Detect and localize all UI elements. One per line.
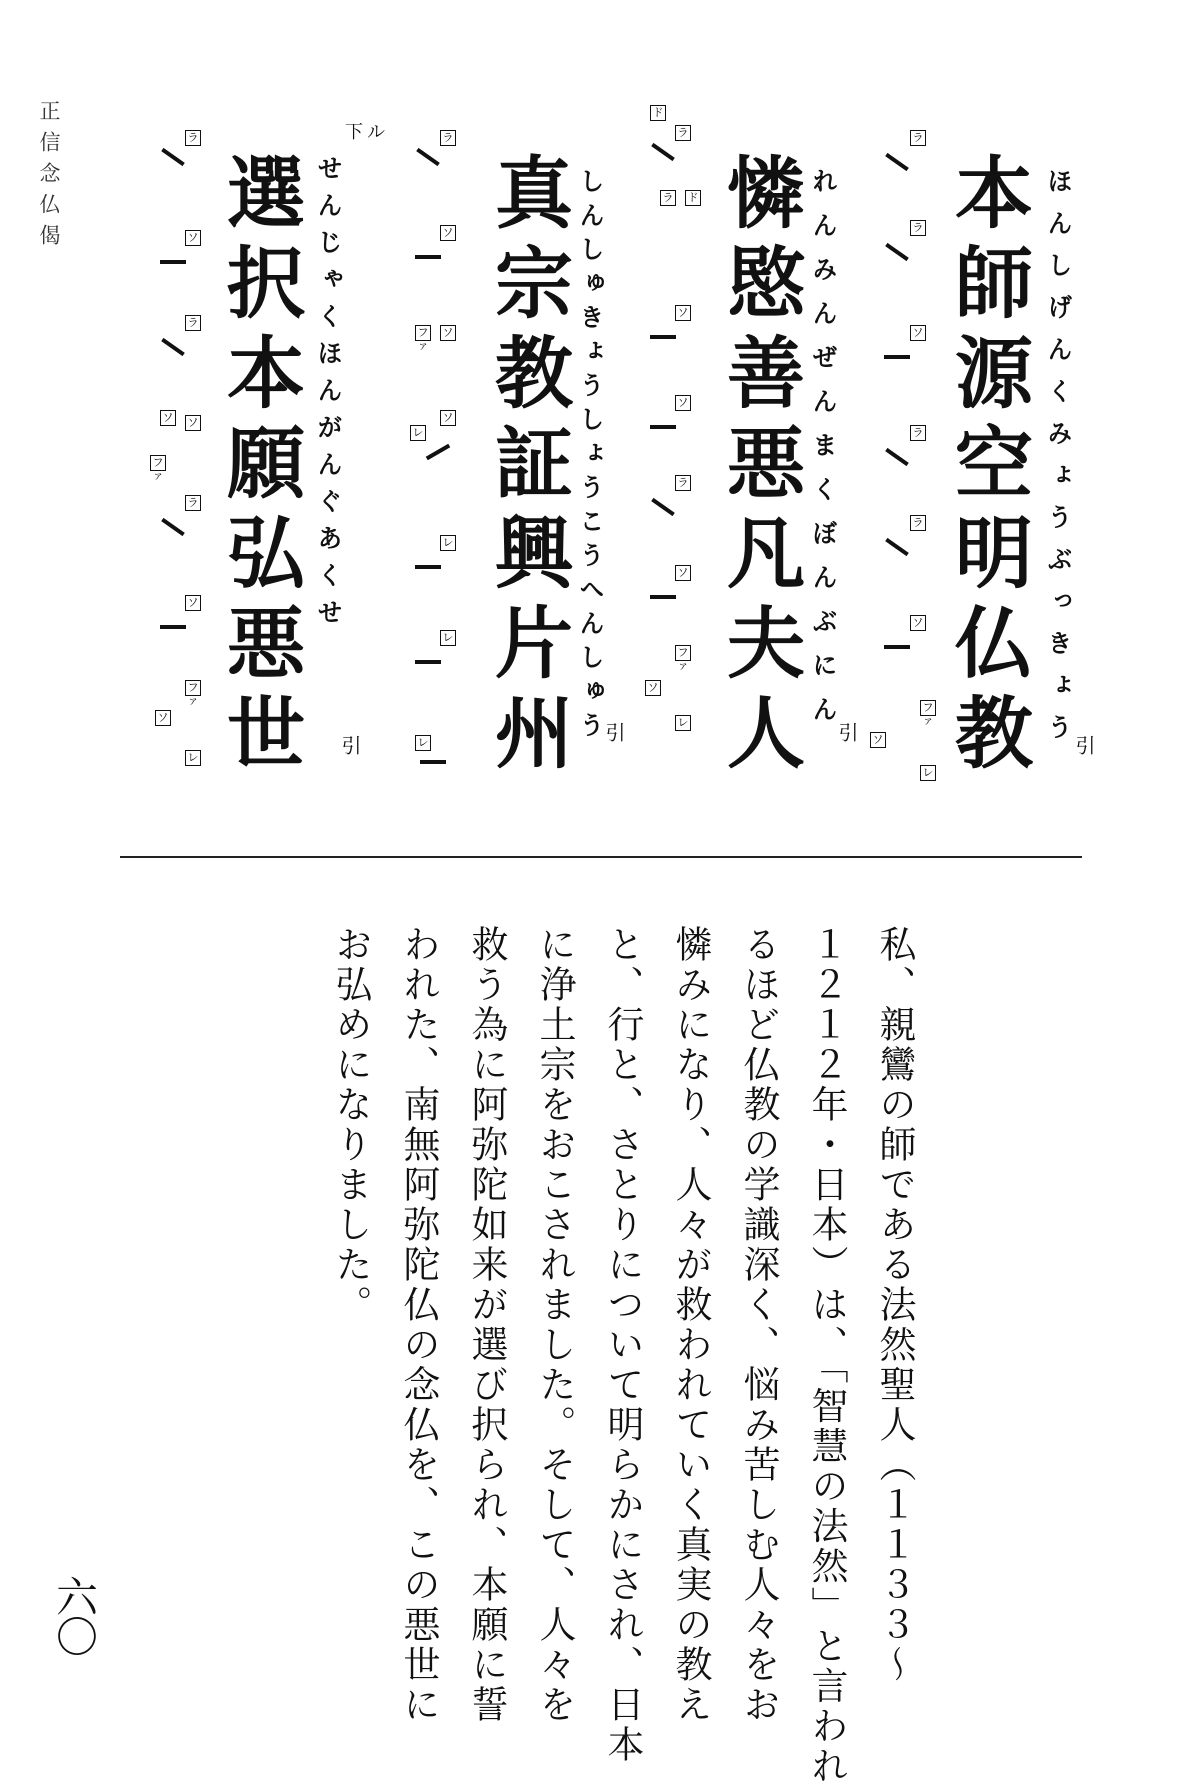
section-divider <box>120 856 1082 858</box>
commentary-line-7: 救う為に阿弥陀如来が選び択られ、本願に誓 <box>465 925 508 1725</box>
verse-2-text: 憐愍善悪凡夫人 <box>714 152 804 782</box>
verse-1-extend-mark: 引 <box>1072 735 1096 759</box>
commentary-line-5: と、行と、さとりについて明らかにされ、日本 <box>601 925 644 1765</box>
verse-2-reading: れんみんぜんまくぼんぶにん <box>809 168 838 740</box>
commentary-line-2: １２１２年・日本）は、「智慧の法然」と言われ <box>805 925 848 1787</box>
verse-3-extend-mark: 引 <box>602 722 626 746</box>
verse-1-text: 本師源空明仏教 <box>942 152 1032 782</box>
commentary-line-4: 憐みになり、人々が救われていく真実の教え <box>669 925 712 1725</box>
verse-3-text: 真宗教証興片州 <box>482 152 572 782</box>
verse-3-reading: しんしゅきょうしょうこうへんしゅう <box>576 168 605 746</box>
verse-1-reading: ほんしげんくみょうぶっきょう <box>1044 168 1073 756</box>
verse-4-reading: せんじゃくほんがんぐあくせ <box>314 155 343 636</box>
verse-4-lower-mark: 下ル <box>345 122 389 143</box>
page-number: 六〇 <box>50 1575 99 1655</box>
commentary-line-9: お弘めになりました。 <box>329 925 372 1325</box>
page-header: 正信念仏偈 <box>37 100 61 255</box>
commentary-line-3: るほど仏教の学識深く、悩み苦しむ人々をお <box>737 925 780 1725</box>
verse-2-extend-mark: 引 <box>835 722 859 746</box>
verse-4-extend-mark: 引 <box>338 735 362 759</box>
verse-4-text: 選択本願弘悪世 <box>214 152 304 782</box>
commentary-line-6: に浄土宗をおこされました。そして、人々を <box>533 925 576 1725</box>
commentary-block <box>308 925 920 1787</box>
commentary-line-8: われた、南無阿弥陀仏の念仏を、この悪世に <box>397 925 440 1725</box>
commentary-line-1: 私、親鸞の師である法然聖人（１１３３〜 <box>873 925 916 1685</box>
